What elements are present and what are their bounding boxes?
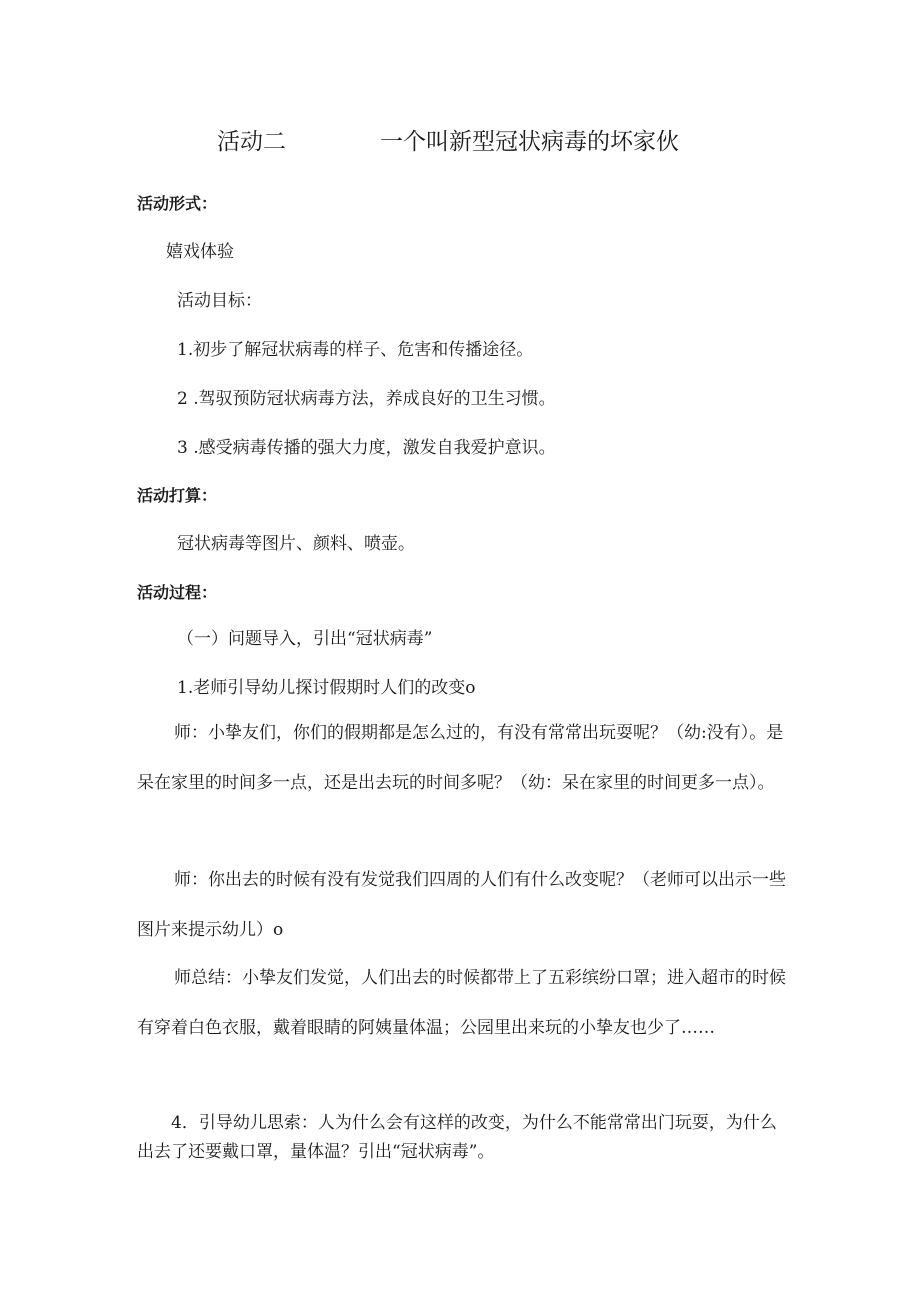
activity-prep-value: 冠状病毒等图片、颜料、喷壶。: [177, 534, 415, 554]
activity-process-heading: 活动过程：: [137, 583, 218, 602]
dialogue-paragraph-2: 师：你出去的时候有没有发觉我们四周的人们有什么改变呢？（老师可以出示一些图片来提示幼儿）o: [137, 870, 786, 940]
reflection-paragraph: 4．引导幼儿思索：人为什么会有这样的改变，为什么不能常常出门玩耍，为什么出去了还要戴口罩，量体温？引出“冠状病毒”。: [137, 1113, 777, 1162]
goal-item: 2 .驾驭预防冠状病毒方法，养成良好的卫生习惯。: [177, 389, 556, 409]
title-activity-number: 活动二: [217, 129, 286, 155]
activity-prep-heading: 活动打算：: [137, 486, 218, 505]
activity-goals-heading: 活动目标：: [177, 291, 262, 311]
dialogue-paragraph-1: 师：小挚友们，你们的假期都是怎么过的，有没有常常出玩耍呢？（幼:没有）。是呆在家里的时间多一点，还是出去玩的时间多呢？（幼：呆在家里的时间更多一点）。: [137, 723, 784, 793]
activity-form-value: 嬉戏体验: [166, 242, 234, 262]
process-step-intro: （一）问题导入，引出“冠状病毒”: [177, 629, 433, 649]
goal-item: 1.初步了解冠状病毒的样子、危害和传播途径。: [177, 340, 534, 360]
activity-form-heading: 活动形式：: [137, 194, 218, 213]
goal-item: 3 .感受病毒传播的强大力度，激发自我爱护意识。: [177, 438, 556, 458]
title-activity-name: 一个叫新型冠状病毒的坏家伙: [380, 129, 679, 155]
process-step-1: 1.老师引导幼儿探讨假期时人们的改变o: [177, 678, 476, 698]
summary-paragraph: 师总结：小挚友们发觉，人们出去的时候都带上了五彩缤纷口罩；进入超市的时候有穿着白色衣服，戴着眼睛的阿姨量体温；公园里出来玩的小挚友也少了……: [137, 968, 786, 1038]
